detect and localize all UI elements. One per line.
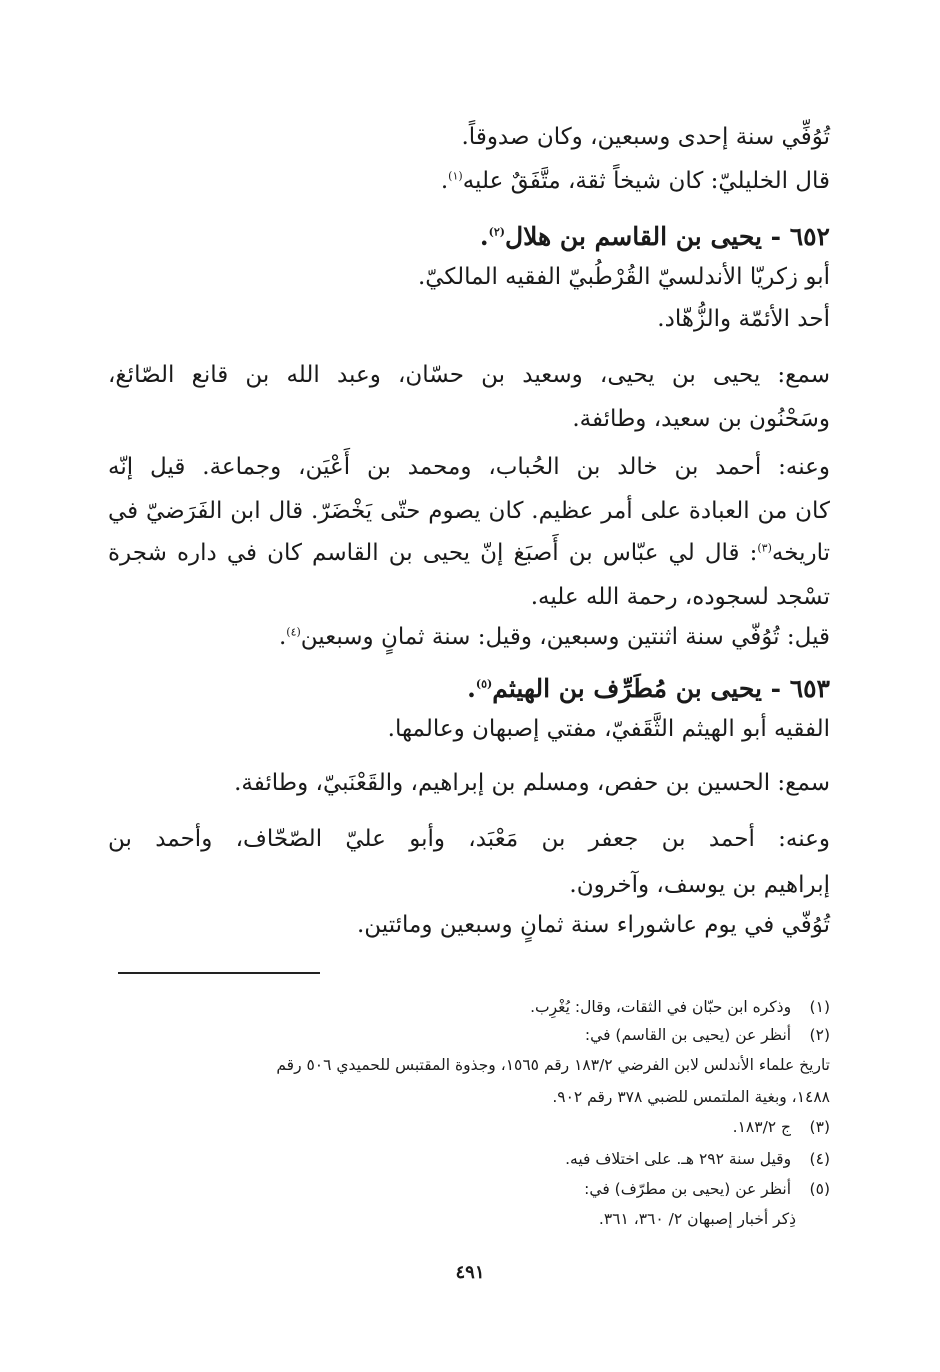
period: . — [479, 222, 489, 251]
nasab-line: الفقيه أبو الهيثم الثَّقَفيّ، مفتي إصبهان وعالمها. — [387, 716, 830, 742]
footnote-number: (٣) — [809, 1118, 830, 1136]
anhu-line: تسْجد لسجوده، رحمة الله عليه. — [530, 584, 830, 610]
footnote-number: (٢) — [809, 1026, 830, 1044]
nasab-line: أبو زكريّا الأندلسيّ القُرْطُبيّ الفقيه المالكيّ. — [417, 264, 830, 290]
entry-heading-652 — [480, 218, 830, 256]
death-text: قيل: تُوُفّي سنة اثنتين وسبعين، وقيل: سنة ثمانٍ وسبعين — [300, 624, 830, 650]
samia-line: سمع: الحسين بن حفص، ومسلم بن إبراهيم، والقَعْنَبيّ، وطائفة. — [234, 770, 830, 796]
footnote-text: أنظر عن (يحيى بن مطرّف) في: — [584, 1180, 792, 1198]
anhu-line: وعنه: أحمد بن خالد بن الحُباب، ومحمد بن أَعْيَن، وجماعة. قيل إنّه — [108, 454, 830, 480]
footnote-continuation: ١٤٨٨، وبغية الملتمس للضبي ٣٧٨ رقم ٩٠٢. — [552, 1088, 830, 1106]
footnote — [530, 994, 830, 1020]
footnote-text: وقيل سنة ٢٩٢ هـ. على اختلاف فيه. — [565, 1150, 792, 1168]
anhu-text: : قال لي عبّاس بن أَصبَغ إنّ يحيى بن القاسم كان في داره شجرة — [108, 540, 758, 566]
period: . — [467, 674, 476, 703]
death-note: تُوُفّي في يوم عاشوراء سنة ثمانٍ وسبعين ومائتين. — [356, 912, 830, 938]
footnote — [584, 1176, 830, 1202]
period: . — [440, 168, 449, 194]
footnote-ref-5[interactable]: (٥) — [475, 677, 493, 691]
anhu-line: وعنه: أحمد بن جعفر بن مَعْبَد، وأبو عليّ الصّحّاف، وأحمد بن — [108, 826, 830, 852]
anhu-line: إبراهيم بن يوسف، وآخرون. — [569, 872, 830, 898]
footnote-ref-2[interactable]: (٢) — [488, 225, 505, 239]
footnote — [733, 1114, 830, 1140]
footnote-continuation: تاريخ علماء الأندلس لابن الفرضي ١٨٣/٢ رقم ١٥٦٥، وجذوة المقتبس للحميدي ٥٠٦ رقم — [276, 1056, 830, 1074]
rank-line: أحد الأئمّة والزُّهّاد. — [657, 306, 830, 332]
footnote-text: وذكره ابن حبّان في الثقات، وقال: يُغْرِب. — [530, 998, 792, 1016]
footnote-ref-1[interactable]: (١) — [448, 169, 463, 183]
footnote — [585, 1022, 830, 1048]
footnote-divider — [118, 972, 320, 974]
death-note: تُوُفِّي سنة إحدى وسبعين، وكان صدوقاً. — [461, 124, 830, 150]
footnote-text: أنظر عن (يحيى بن القاسم) في: — [584, 1026, 792, 1044]
khalili-quote — [441, 162, 830, 200]
samia-line: سمع: يحيى بن يحيى، وسعيد بن حسّان، وعبد الله بن قانع الصّائغ، — [108, 362, 830, 388]
footnote-number: (١) — [809, 998, 830, 1016]
khalili-text: قال الخليليّ: كان شيخاً ثقة، متَّفَقٌ عليه — [462, 168, 830, 194]
death-note — [279, 618, 830, 656]
footnote-number: (٥) — [809, 1180, 830, 1198]
footnote — [565, 1146, 830, 1172]
anhu-line — [108, 534, 830, 572]
anhu-line: كان من العبادة على أمر عظيم. كان يصوم حتّى يَخْضَرّ. قال ابن الفَرَضيّ في — [108, 498, 830, 524]
footnote-continuation: ذِكر أخبار إصبهان ٢/ ٣٦٠، ٣٦١. — [598, 1210, 796, 1228]
samia-line: وسَحْنُون بن سعيد، وطائفة. — [572, 406, 830, 432]
footnote-number: (٤) — [809, 1150, 830, 1168]
entry-heading-text: ٦٥٣ - يحيى بن مُطَرِّف بن الهيثم — [492, 674, 830, 703]
footnote-ref-4[interactable]: (٤) — [286, 625, 301, 639]
page-number: ٤٩١ — [455, 1262, 485, 1283]
entry-heading-text: ٦٥٢ - يحيى بن القاسم بن هلال — [504, 222, 830, 251]
entry-heading-653 — [467, 670, 830, 708]
anhu-text: تاريخه — [771, 540, 830, 566]
footnote-ref-3[interactable]: (٣) — [757, 541, 772, 555]
period: . — [278, 624, 287, 650]
footnote-text: ج ١٨٣/٢. — [732, 1118, 792, 1136]
